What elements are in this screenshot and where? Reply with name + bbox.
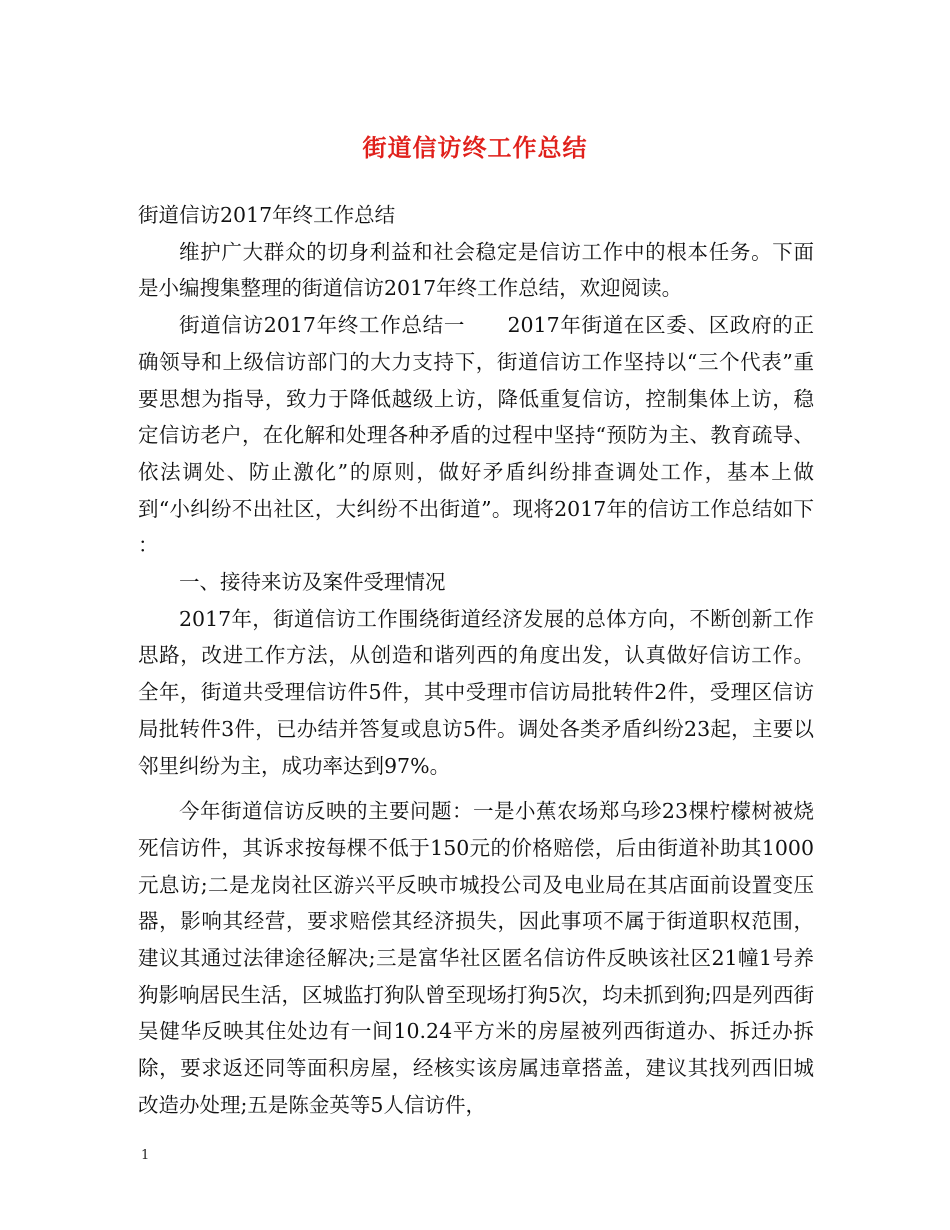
page-number: 1 xyxy=(141,1148,150,1163)
paragraph-subtitle: 街道信访2017年终工作总结 xyxy=(138,203,396,227)
section-heading-reception: 一、接待来访及案件受理情况 xyxy=(179,570,446,595)
document-title: 街道信访终工作总结 xyxy=(362,133,588,162)
document-body xyxy=(138,197,814,1124)
paragraph-summary-one: 街道信访2017年终工作总结一 2017年街道在区委、区政府的正确领导和上级信访部门的大力支持下，街道信访工作坚持以“三个代表”重要思想为指导，致力于降低越级上访，降低重复信访，控制集体上访，稳定信访老户，在化解和处理各种矛盾的过程中坚持“预防为主、教育疏导、依法调处、防止激化”的原则，做好矛盾纠纷排查调处工作，基本上做到“小纠纷不出社区，大纠纷不出街道”。现将2017年的信访工作总结如下 ： xyxy=(138,313,814,558)
paragraph-intro: 维护广大群众的切身利益和社会稳定是信访工作中的根本任务。下面是小编搜集整理的街道信访2017年终工作总结，欢迎阅读。 xyxy=(138,239,814,301)
paragraph-reception-details: 2017年，街道信访工作围绕街道经济发展的总体方向，不断创新工作思路，改进工作方法，从创造和谐列西的角度出发，认真做好信访工作。全年，街道共受理信访件5件，其中受理市信访局批转件2件，受理区信访局批转件3件，已办结并答复或息访5件。调处各类矛盾纠纷23起，主要以邻里纠纷为主，成功率达到97%。 xyxy=(138,606,814,778)
paragraph-main-issues: 今年街道信访反映的主要问题：一是小蕉农场郑乌珍23棵柠檬树被烧死信访件，其诉求按每棵不低于150元的价格赔偿，后由街道补助其1000元息访;二是龙岗社区游兴平反映市城投公司及电业局在其店面前设置变压器，影响其经营，要求赔偿其经济损失，因此事项不属于街道职权范围，建议其通过法律途径解决;三是富华社区匿名信访件反映该社区21幢1号养狗影响居民生活，区城监打狗队曾至现场打狗5次，均未抓到狗;四是列西街吴健华反映其住处边有一间10.24平方米的房屋被列西街道办、拆迁办拆除，要求返还同等面积房屋，经核实该房属违章搭盖，建议其找列西旧城改造办处理;五是陈金英等5人信访件， xyxy=(138,799,814,1117)
